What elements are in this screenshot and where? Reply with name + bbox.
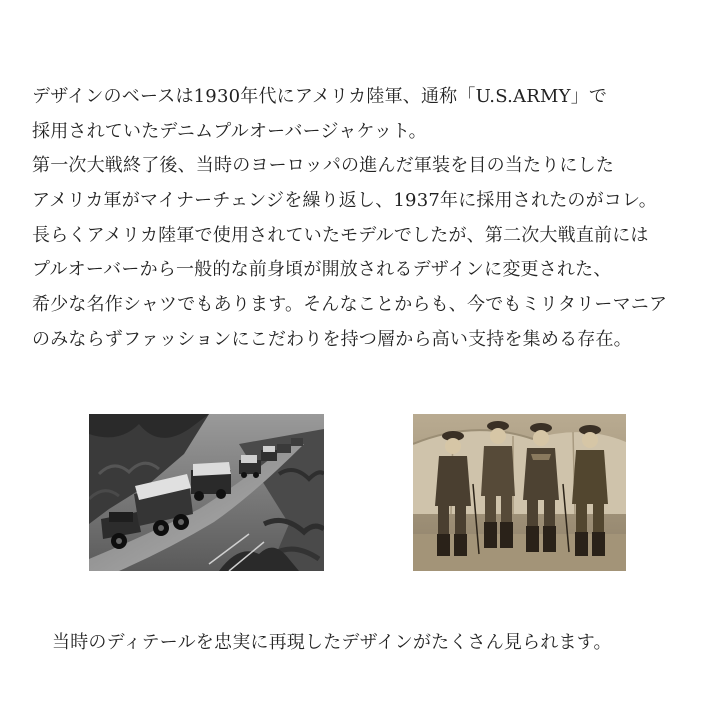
officers-photo (413, 414, 626, 571)
description-line: デザインのベースは1930年代にアメリカ陸軍、通称「U.S.ARMY」で (32, 86, 608, 107)
description-line: アメリカ軍がマイナーチェンジを繰り返し、1937年に採用されたのがコレ。 (32, 190, 657, 212)
caption-text: 当時のディテールを忠実に再現したデザインがたくさん見られます。 (52, 632, 612, 653)
description-line: 希少な名作シャツでもあります。そんなことからも、今でもミリタリーマニア (32, 294, 668, 316)
description-line: のみならずファッションにこだわりを持つ層から高い支持を集める存在。 (32, 328, 632, 350)
description-line: 長らくアメリカ陸軍で使用されていたモデルでしたが、第二次大戦直前には (32, 224, 649, 246)
description-line: 採用されていたデニムプルオーバージャケット。 (32, 120, 427, 142)
description-line: 第一次大戦終了後、当時のヨーロッパの進んだ軍装を目の当たりにした (32, 155, 615, 177)
description-text (32, 80, 712, 358)
truck-convoy-photo (89, 414, 324, 571)
description-line: プルオーバーから一般的な前身頃が開放されるデザインに変更された、 (32, 259, 612, 281)
